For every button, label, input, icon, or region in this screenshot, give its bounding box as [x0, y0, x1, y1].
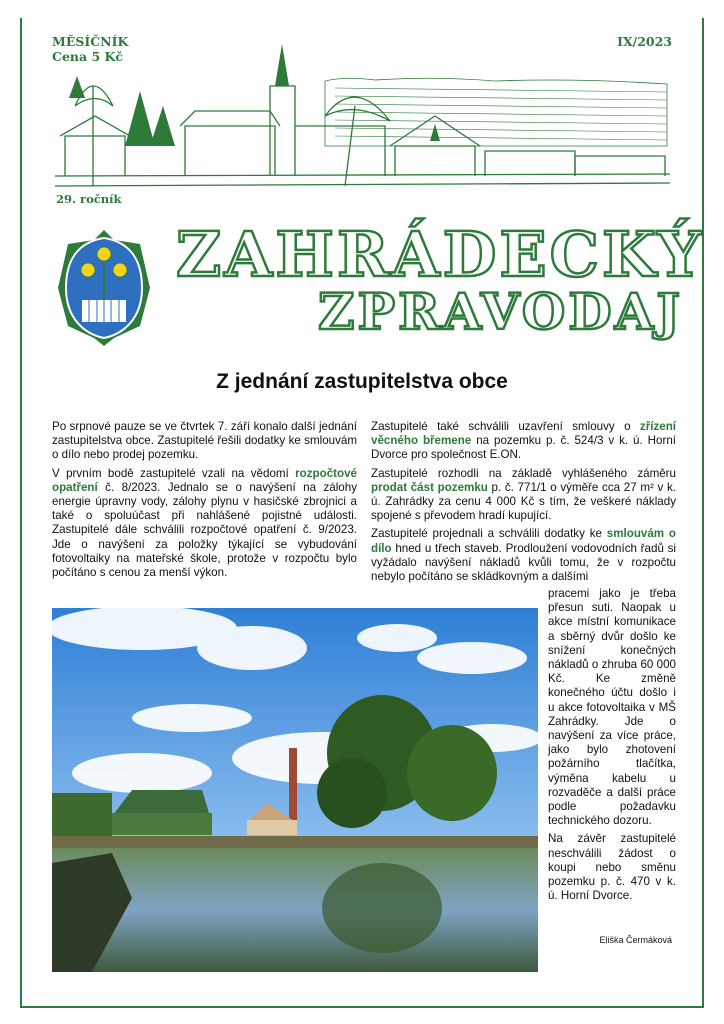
paragraph-3: Zastupitelé také schválili uzavření smlouvy o zřízení věcného břemene na pozemku p. č. 524/3 v k. ú. Horní Dvorce pro společnost E.ON. [371, 420, 676, 462]
masthead-line-2: ZPRAVODAJ [318, 282, 684, 341]
paragraph-2: V prvním bodě zastupitelé vzali na vědomí rozpočtové opatření č. 8/2023. Jednalo se o navýšení na zálohy energie úpravny vody, zálohy plynu v hasičské zbrojnici a také o spoluúčast při nahlášené pojistné události. Zastupitelé dále schválili rozpočtové opatření č. 9/2023. Jde o navýšení za položky týkající se vybudování fotovoltaiky na mateřské škole, protože v rozpočtu bylo počítáno s cenou za menší výkon. [52, 466, 357, 580]
price: Cena 5 Kč [52, 49, 123, 64]
article-column-1 [52, 420, 357, 584]
paragraph-5: Zastupitelé projednali a schválili dodatky ke smlouvám o dílo hned u třech staveb. Prodloužení vodovodních řadů si vyžádalo navýšení nákladů kvůli tomu, že v rozpočtu nebylo počítáno se skládkovným a dalšími [371, 527, 677, 584]
article-author: Eliška Čermáková [599, 935, 672, 945]
volume-label: 29. ročník [56, 192, 122, 206]
paragraph-5-continued: pracemi jako je třeba přesun suti. Naopak u akce místní komunikace a sběrný dvůr došlo ke snížení konečných nákladů o zhruba 60 000 Kč. Ke změně konečného účtu došlo i u akce fotovoltaika v MŠ Zahrádky. Jde o navýšení za více práce, jako bylo zhotovení požárního tlačítka, výměna kabelu u rozvaděče a další práce podle požadavku technického dozoru. [548, 587, 676, 828]
paragraph-6: Na závěr zastupitelé neschválili žádost o koupi nebo směnu pozemku p. č. 470 v k. ú. Horní Dvorce. [548, 832, 676, 903]
issue-number: IX/2023 [617, 34, 672, 49]
masthead-line-1: ZAHRÁDECKÝ [176, 218, 705, 291]
article-title: Z jednání zastupitelstva obce [216, 370, 508, 393]
village-illustration [55, 36, 670, 211]
municipal-crest-icon [52, 226, 156, 350]
paragraph-1: Po srpnové pauze se ve čtvrtek 7. září konalo další jednání zastupitelstva obce. Zastupitelé řešili dodatky ke smlouvám o dílo nebo prodej pozemku. [52, 420, 357, 462]
article-column-3 [548, 587, 676, 907]
article-column-2 [371, 420, 676, 588]
publication-type: MĚSÍČNÍK [52, 34, 129, 49]
paragraph-4: Zastupitelé rozhodli na základě vyhlášeného záměru prodat část pozemku p. č. 771/1 o výměře cca 27 m² v k. ú. Zahrádky za cenu 4 000 Kč s tím, že veškeré náklady spojené s převodem hradí kupující. [371, 466, 676, 523]
village-pond-photo [52, 608, 538, 972]
